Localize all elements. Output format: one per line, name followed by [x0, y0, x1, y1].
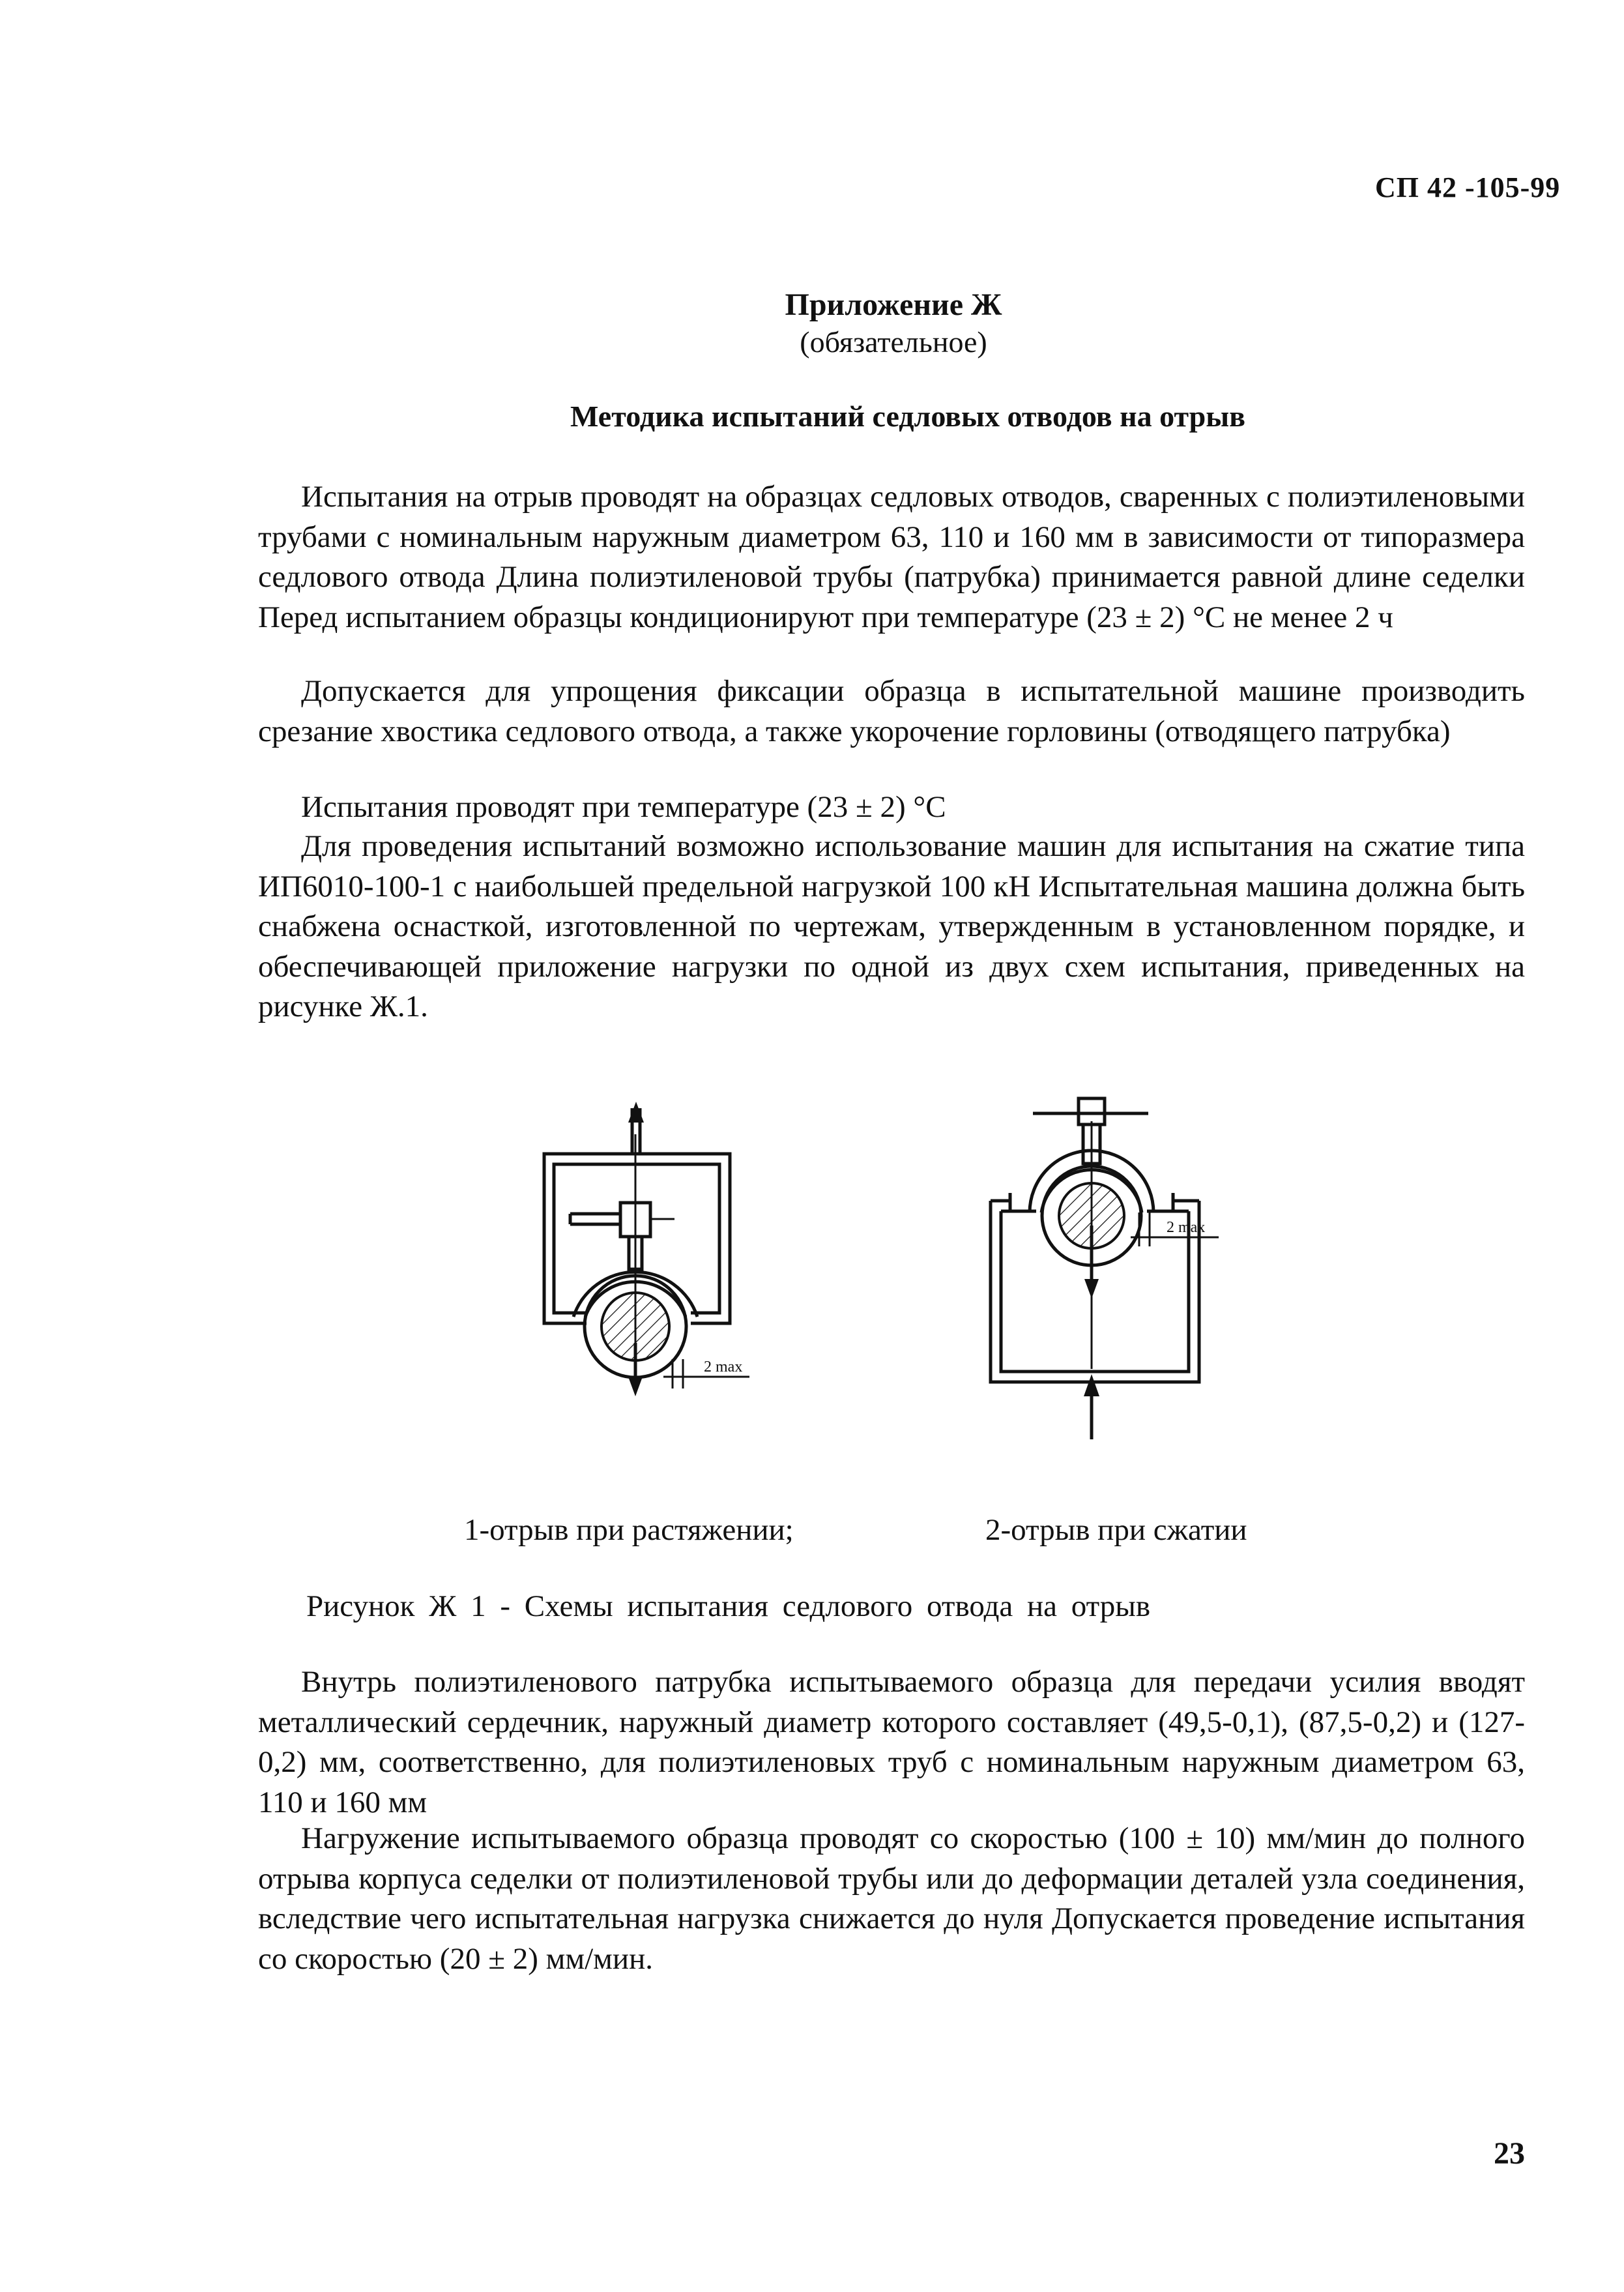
figure-label-2: 2-отрыв при сжатии — [985, 1513, 1247, 1547]
figure-label-1: 1-отрыв при растяжении; — [464, 1513, 794, 1547]
scheme-2-compression — [991, 1098, 1219, 1439]
paragraph-3: Испытания проводят при температуре (23 ± 2) °С — [301, 790, 946, 824]
page-number: 23 — [1494, 2136, 1525, 2171]
paragraph-5: Внутрь полиэтиленового патрубка испытываемого образца для передачи усилия вводят металлический сердечник, наружный диаметр которого составляет (49,5-0,1), (87,5-0,2) и (127-0,2) мм, соответственно, для полиэтиленовых труб с номинальным наружным диаметром 63, 110 и 160 мм — [258, 1665, 1525, 1819]
appendix-title: Приложение Ж — [785, 287, 1002, 322]
appendix-status: (обязательное) — [800, 325, 987, 359]
dimension-label-1: 2 max — [704, 1359, 743, 1375]
scheme-1-tension — [544, 1102, 749, 1396]
figure-caption: Рисунок Ж 1 - Схемы испытания седлового отвода на отрыв — [306, 1589, 1151, 1623]
document-code: СП 42 -105-99 — [1375, 171, 1561, 203]
appendix-heading: Методика испытаний седловых отводов на отрыв — [570, 400, 1245, 433]
paragraph-6: Нагружение испытываемого образца проводят со скоростью (100 ± 10) мм/мин до полного отрыва корпуса седелки от полиэтиленовой трубы или до деформации деталей узла соединения, вследствие чего испытательная нагрузка снижается до нуля Допускается проведение испытания со скоростью (20 ± 2) мм/мин. — [258, 1821, 1525, 1976]
dimension-label-2: 2 max — [1167, 1219, 1206, 1236]
paragraph-4: Для проведения испытаний возможно использование машин для испытания на сжатие типа ИП6010-100-1 с наибольшей предельной нагрузкой 100 кН Испытательная машина должна быть снабжена оснасткой, изготовленной по чертежам, утвержденным в установленном порядке, и обеспечивающей приложение нагрузки по одной из двух схем испытания, приведенных на рисунке Ж.1. — [258, 829, 1525, 1023]
test-schemes-figure — [495, 1095, 1303, 1460]
paragraph-2: Допускается для упрощения фиксации образца в испытательной машине производить срезание хвостика седлового отвода, а также укорочение горловины (отводящего патрубка) — [258, 674, 1525, 748]
paragraph-1: Испытания на отрыв проводят на образцах седловых отводов, сваренных с полиэтиленовыми трубами с номинальным наружным диаметром 63, 110 и 160 мм в зависимости от типоразмера седлового отвода Длина полиэтиленовой трубы (патрубка) принимается равной длине седелки Перед испытанием образцы кондиционируют при температуре (23 ± 2) °С не менее 2 ч — [258, 480, 1525, 634]
